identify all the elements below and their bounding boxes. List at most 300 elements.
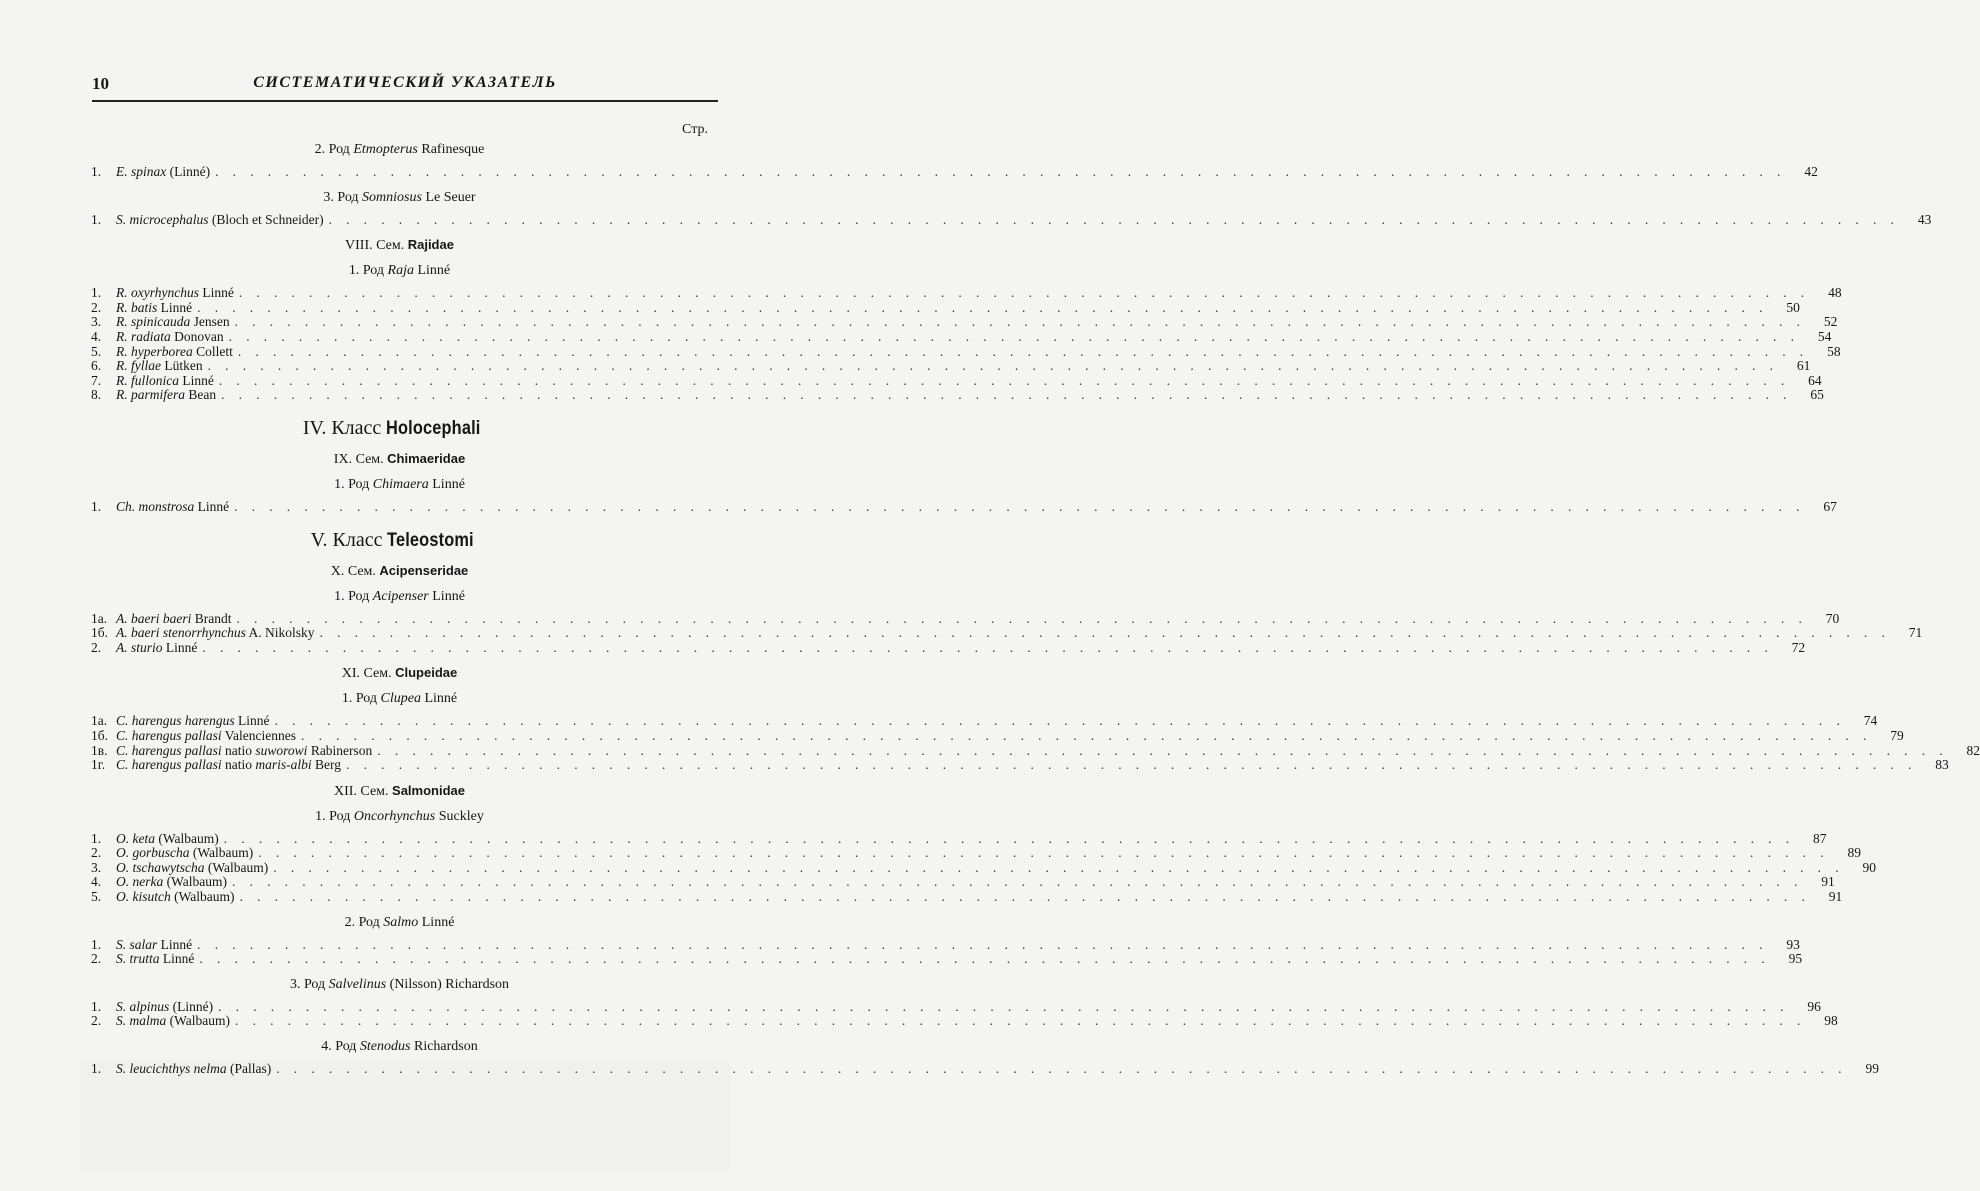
species-epithet: harengus harengus [131,713,235,729]
header-rule [92,100,718,102]
natio-author: Rabinerson [307,742,373,758]
entry-number: 2. [91,299,102,315]
page-reference: 65 [1810,387,1824,403]
entry-number: 3. [91,314,102,330]
entry-number: 1. [91,830,102,846]
page-reference: 67 [1823,498,1837,514]
page-reference: 64 [1808,372,1822,388]
species-author: (Linné) [166,164,211,179]
species-list [91,998,1838,1029]
family-prefix: XI. Сем. [341,666,396,682]
genus-name: Salmo [383,914,419,930]
species-entry [91,610,1840,627]
species-author: Valenciennes [221,727,297,743]
entry-number: 3. [91,859,102,875]
family-name: Clupeidae [395,665,458,681]
page-reference: 83 [1935,757,1949,773]
genus-heading [91,476,708,494]
species-name [116,875,227,890]
genus-name: Acipenser [372,588,429,604]
page-reference: 58 [1827,343,1841,359]
species-list [91,830,1876,905]
species-epithet: sturio [131,639,163,655]
genus-name: Etmopterus [353,142,418,157]
natio-author: Berg [311,757,342,773]
species-epithet: monstrosa [138,498,195,514]
dot-leader: . . . . . . . . . . . . . . . . . . . . . . . . . . . . . . . . . . . . . . . . . . . . . . . . . . . . . . . . . . . . . . . . . . . . . . . . . . . . . . . . . . . . . . . . . . [223,830,1795,846]
systematic-index [91,122,1980,1086]
species-author: Linné [157,936,193,952]
entry-number: 4. [91,328,102,344]
dot-leader: . . . . . . . . . . . . . . . . . . . . . . . . . . . . . . . . . . . . . . . . . . . . . . . . . . . . . . . . . . . . . . . . . . . . . . . . . . . . . . . . . . . . . . . . . . [346,757,1917,773]
genus-prefix: 2. Род [314,142,354,157]
dot-leader: . . . . . . . . . . . . . . . . . . . . . . . . . . . . . . . . . . . . . . . . . . . . . . . . . . . . . . . . . . . . . . . . . . . . . . . . . . . . . . . . . . . . . . . . . . [377,742,1949,758]
genus-prefix: 4. Род [321,1039,360,1055]
entry-number: 1а. [91,610,108,626]
species-list [91,610,1923,656]
genus-abbreviation: R. [116,387,128,403]
genus-prefix: 1. Род [348,263,388,279]
species-entry [91,713,1878,729]
dot-leader: . . . . . . . . . . . . . . . . . . . . . . . . . . . . . . . . . . . . . . . . . . . . . . . . . . . . . . . . . . . . . . . . . . . . . . . . . . . . . . . . . . . . . . . . . . [238,285,1810,301]
genus-abbreviation: A. [116,625,128,641]
family-heading [91,664,708,683]
dot-leader: . . . . . . . . . . . . . . . . . . . . . . . . . . . . . . . . . . . . . . . . . . . . . . . . . . . . . . . . . . . . . . . . . . . . . . . . . . . . . . . . . . . . . . . . . . [328,211,1900,227]
species-author: Linné [162,639,198,655]
genus-abbreviation: O. [116,845,130,861]
species-author: Collett [192,343,233,359]
genus-name: Salvelinus [328,976,387,992]
genus-prefix: 1. Род [341,691,381,707]
species-entry [91,845,1861,861]
genus-name: Somniosus [362,189,422,205]
species-epithet: salar [129,936,158,952]
species-entry [91,387,1824,403]
page-reference: 91 [1828,889,1843,905]
entry-number: 2. [91,1013,102,1029]
species-epithet: malma [129,1013,167,1029]
genus-abbreviation: A. [116,610,128,626]
species-epithet: tschawytscha [132,859,205,875]
species-entry [91,285,1842,301]
species-author: (Walbaum) [204,859,269,875]
genus-author: Richardson [410,1039,478,1055]
species-author: Linné [194,498,230,514]
entry-number: 4. [91,874,102,890]
dot-leader: . . . . . . . . . . . . . . . . . . . . . . . . . . . . . . . . . . . . . . . . . . . . . . . . . . . . . . . . . . . . . . . . . . . . . . . . . . . . . . . . . . . . . . . . . . [274,713,1846,729]
species-epithet: harengus pallasi [131,742,222,758]
family-heading [91,782,708,801]
species-list [91,211,1932,228]
species-name [116,714,270,729]
species-epithet: fullonica [131,372,179,388]
page-reference: 79 [1890,727,1904,743]
dot-leader: . . . . . . . . . . . . . . . . . . . . . . . . . . . . . . . . . . . . . . . . . . . . . . . . . . . . . . . . . . . . . . . . . . . . . . . . . . . . . . . . . . . . . . . . . . [197,936,1768,952]
species-author: Lütken [161,358,203,374]
dot-leader: . . . . . . . . . . . . . . . . . . . . . . . . . . . . . . . . . . . . . . . . . . . . . . . . . . . . . . . . . . . . . . . . . . . . . . . . . . . . . . . . . . . . . . . . . . [239,889,1811,905]
entry-number: 1. [91,164,102,179]
entry-number: 1. [91,1061,102,1077]
genus-author: Linné [413,263,451,279]
species-entry [91,998,1821,1015]
genus-heading [91,1038,708,1056]
family-name: Rajidae [407,237,454,253]
dot-leader: . . . . . . . . . . . . . . . . . . . . . . . . . . . . . . . . . . . . . . . . . . . . . . . . . . . . . . . . . . . . . . . . . . . . . . . . . . . . . . . . . . . . . . . . . . [228,328,1800,344]
species-epithet: kisutch [132,889,171,905]
species-author: Linné [157,299,193,315]
genus-abbreviation: E. [116,164,128,179]
species-author: (Linné) [169,998,214,1014]
entry-number: 1г. [91,757,106,773]
species-name [116,626,315,641]
genus-heading [91,189,708,207]
species-entry [91,951,1803,967]
genus-name: Raja [387,263,414,279]
dot-leader: . . . . . . . . . . . . . . . . . . . . . . . . . . . . . . . . . . . . . . . . . . . . . . . . . . . . . . . . . . . . . . . . . . . . . . . . . . . . . . . . . . . . . . . . . . [218,998,1789,1014]
entry-number: 5. [91,889,102,905]
species-entry [91,936,1800,953]
species-author: A. Nikolsky [245,625,315,641]
species-author: Jensen [190,314,230,330]
species-epithet: parmifera [131,387,185,403]
genus-name: Stenodus [359,1039,411,1055]
species-epithet: spinax [131,164,167,179]
species-author: Donovan [170,328,224,344]
genus-abbreviation: O. [116,874,130,890]
species-name [116,374,214,389]
species-author: (Bloch et Schneider) [208,211,324,227]
genus-author: Linné [418,914,455,930]
species-epithet: spinicauda [131,314,191,330]
genus-heading [91,690,708,708]
species-entry [91,859,1876,876]
species-entry [91,164,1818,180]
genus-name: Oncorhynchus [353,808,436,824]
species-epithet: harengus pallasi [131,757,222,773]
genus-author: Linné [428,476,465,492]
entry-number: 1. [91,998,102,1014]
page-reference: 98 [1824,1013,1838,1029]
page-reference: 87 [1813,830,1827,846]
species-author: Linné [198,285,234,301]
dot-leader: . . . . . . . . . . . . . . . . . . . . . . . . . . . . . . . . . . . . . . . . . . . . . . . . . . . . . . . . . . . . . . . . . . . . . . . . . . . . . . . . . . . . . . . . . . [202,639,1774,655]
class-prefix: IV. Класс [302,416,387,439]
species-entry [91,727,1904,744]
genus-abbreviation: A. [116,639,128,655]
species-name [116,388,216,403]
species-list [91,1061,1879,1077]
dot-leader: . . . . . . . . . . . . . . . . . . . . . . . . . . . . . . . . . . . . . . . . . . . . . . . . . . . . . . . . . . . . . . . . . . . . . . . . . . . . . . . . . . . . . . . . . . [234,498,1805,514]
species-entry [91,211,1932,228]
dot-leader: . . . . . . . . . . . . . . . . . . . . . . . . . . . . . . . . . . . . . . . . . . . . . . . . . . . . . . . . . . . . . . . . . . . . . . . . . . . . . . . . . . . . . . . . . . [221,387,1792,403]
dot-leader: . . . . . . . . . . . . . . . . . . . . . . . . . . . . . . . . . . . . . . . . . . . . . . . . . . . . . . . . . . . . . . . . . . . . . . . . . . . . . . . . . . . . . . . . . . [215,164,1786,179]
entry-number: 1. [91,211,102,227]
genus-abbreviation: S. [116,936,127,952]
dot-leader: . . . . . . . . . . . . . . . . . . . . . . . . . . . . . . . . . . . . . . . . . . . . . . . . . . . . . . . . . . . . . . . . . . . . . . . . . . . . . . . . . . . . . . . . . . [301,727,1872,743]
species-author: Linné [234,713,270,729]
class-prefix: V. Класс [310,528,388,551]
species-name [116,832,219,847]
genus-prefix: 3. Род [289,976,329,992]
species-name [116,165,210,180]
species-list [91,498,1837,515]
genus-heading [91,262,708,280]
species-name [116,938,192,953]
species-author: (Walbaum) [155,830,219,846]
dot-leader: . . . . . . . . . . . . . . . . . . . . . . . . . . . . . . . . . . . . . . . . . . . . . . . . . . . . . . . . . . . . . . . . . . . . . . . . . . . . . . . . . . . . . . . . . . [236,610,1808,626]
entry-number: 1. [91,498,102,514]
dot-leader: . . . . . . . . . . . . . . . . . . . . . . . . . . . . . . . . . . . . . . . . . . . . . . . . . . . . . . . . . . . . . . . . . . . . . . . . . . . . . . . . . . . . . . . . . . [197,299,1768,315]
natio-name: suworowi [255,742,308,758]
entry-number: 1. [91,936,102,952]
species-entry [91,757,1949,773]
family-heading [91,236,708,255]
entry-number: 7. [91,372,102,388]
genus-abbreviation: R. [116,343,128,359]
entry-number: 1. [91,285,102,301]
species-entry [91,343,1841,360]
dot-leader: . . . . . . . . . . . . . . . . . . . . . . . . . . . . . . . . . . . . . . . . . . . . . . . . . . . . . . . . . . . . . . . . . . . . . . . . . . . . . . . . . . . . . . . . . . [258,845,1829,861]
page-reference: 61 [1796,358,1811,374]
species-epithet: leucichthys nelma [129,1061,227,1077]
genus-name: Clupea [380,691,421,707]
species-name [116,861,268,876]
genus-abbreviation: Ch. [116,498,136,514]
entry-number: 6. [91,358,102,374]
class-heading [91,415,708,442]
species-entry [91,889,1843,905]
species-list [91,164,1818,180]
class-name: Teleostomi [387,529,475,551]
species-name [116,641,197,656]
page-column-header: Стр. [682,122,708,137]
family-prefix: X. Сем. [330,563,380,579]
genus-abbreviation: O. [116,859,130,875]
genus-prefix: 3. Род [323,189,363,205]
species-author: (Walbaum) [166,1013,231,1029]
dot-leader: . . . . . . . . . . . . . . . . . . . . . . . . . . . . . . . . . . . . . . . . . . . . . . . . . . . . . . . . . . . . . . . . . . . . . . . . . . . . . . . . . . . . . . . . . . [199,951,1771,967]
genus-abbreviation: R. [116,299,128,315]
species-epithet: microcephalus [129,211,209,227]
species-epithet: trutta [129,951,160,967]
page-reference: 91 [1821,874,1835,890]
genus-author: Linné [428,588,465,604]
genus-abbreviation: R. [116,358,128,374]
page-reference: 95 [1788,951,1803,967]
page-reference: 99 [1865,1061,1879,1077]
species-entry [91,328,1832,345]
species-epithet: oxyrhynchus [131,285,199,301]
genus-heading [91,976,708,994]
species-entry [91,299,1800,316]
dot-leader: . . . . . . . . . . . . . . . . . . . . . . . . . . . . . . . . . . . . . . . . . . . . . . . . . . . . . . . . . . . . . . . . . . . . . . . . . . . . . . . . . . . . . . . . . . [273,859,1844,875]
entry-number: 1в. [91,742,108,758]
species-author: Linné [179,372,214,388]
species-name [116,612,232,627]
entry-number: 2. [91,951,102,967]
entry-number: 2. [91,639,102,655]
dot-leader: . . . . . . . . . . . . . . . . . . . . . . . . . . . . . . . . . . . . . . . . . . . . . . . . . . . . . . . . . . . . . . . . . . . . . . . . . . . . . . . . . . . . . . . . . . [237,343,1809,359]
species-author: Bean [185,387,217,403]
dot-leader: . . . . . . . . . . . . . . . . . . . . . . . . . . . . . . . . . . . . . . . . . . . . . . . . . . . . . . . . . . . . . . . . . . . . . . . . . . . . . . . . . . . . . . . . . . [207,358,1779,374]
species-epithet: hyperborea [131,343,193,359]
family-heading [91,562,708,581]
species-list [91,936,1803,967]
species-name [116,890,235,905]
genus-heading [91,141,708,159]
species-name [116,315,230,330]
species-entry [91,1013,1838,1029]
family-name: Chimaeridae [387,450,466,466]
species-list [91,713,1980,773]
species-entry [91,314,1838,330]
genus-author: Suckley [435,808,484,824]
species-author: (Walbaum) [189,845,254,861]
page-reference: 48 [1828,285,1842,301]
species-epithet: nerka [132,874,164,890]
page-reference: 54 [1817,328,1832,344]
genus-abbreviation: S. [116,951,127,967]
genus-abbreviation: S. [116,998,127,1014]
page-reference: 74 [1863,713,1878,729]
species-name [116,330,224,345]
genus-abbreviation: C. [116,757,129,773]
page-reference: 42 [1804,164,1818,179]
species-entry [91,742,1980,759]
species-epithet: harengus pallasi [131,727,222,743]
page-reference: 82 [1966,742,1980,758]
genus-abbreviation: O. [116,889,130,905]
species-author: (Walbaum) [163,874,228,890]
species-name [116,729,296,744]
species-name [116,1062,271,1077]
species-author: natio [221,757,256,773]
class-name: Holocephali [386,417,481,439]
genus-abbreviation: O. [116,830,130,846]
page-reference: 52 [1823,314,1838,330]
class-heading [91,527,708,554]
page-reference: 50 [1786,299,1800,315]
page-reference: 71 [1908,625,1923,641]
genus-author: (Nilsson) Richardson [386,976,510,992]
genus-author: Rafinesque [417,142,485,157]
species-author: (Walbaum) [170,889,235,905]
genus-heading [91,588,708,606]
genus-abbreviation: S. [116,211,127,227]
dot-leader: . . . . . . . . . . . . . . . . . . . . . . . . . . . . . . . . . . . . . . . . . . . . . . . . . . . . . . . . . . . . . . . . . . . . . . . . . . . . . . . . . . . . . . . . . . [232,874,1803,890]
dot-leader: . . . . . . . . . . . . . . . . . . . . . . . . . . . . . . . . . . . . . . . . . . . . . . . . . . . . . . . . . . . . . . . . . . . . . . . . . . . . . . . . . . . . . . . . . . [276,1061,1847,1077]
species-epithet: baeri baeri [131,610,192,626]
genus-prefix: 1. Род [334,588,373,604]
species-epithet: gorbuscha [132,845,190,861]
species-name [116,213,324,228]
genus-heading [91,914,708,932]
species-epithet: fyllae [131,358,161,374]
running-header [92,74,718,98]
genus-abbreviation: C. [116,742,129,758]
genus-abbreviation: S. [116,1061,127,1077]
species-name [116,1014,230,1029]
running-title: СИСТЕМАТИЧЕСКИЙ УКАЗАТЕЛЬ [253,74,557,91]
entry-number: 1б. [91,625,108,641]
genus-prefix: 1. Род [315,808,354,824]
page-reference: 96 [1807,998,1821,1014]
family-name: Acipenseridae [379,562,469,578]
genus-abbreviation: S. [116,1013,127,1029]
species-author: natio [221,742,256,758]
dot-leader: . . . . . . . . . . . . . . . . . . . . . . . . . . . . . . . . . . . . . . . . . . . . . . . . . . . . . . . . . . . . . . . . . . . . . . . . . . . . . . . . . . . . . . . . . . [218,372,1790,388]
page-number: 10 [92,74,109,93]
genus-abbreviation: R. [116,314,128,330]
species-author: (Pallas) [226,1061,272,1077]
genus-abbreviation: C. [116,713,129,729]
species-entry [91,874,1835,890]
entry-number: 1б. [91,727,108,743]
species-entry [91,358,1811,374]
dot-leader: . . . . . . . . . . . . . . . . . . . . . . . . . . . . . . . . . . . . . . . . . . . . . . . . . . . . . . . . . . . . . . . . . . . . . . . . . . . . . . . . . . . . . . . . . . [235,1013,1806,1029]
page-reference: 43 [1917,211,1932,227]
species-epithet: radiata [131,328,171,344]
species-name [116,952,194,967]
species-entry [91,639,1806,656]
genus-heading [91,808,708,826]
species-list [91,285,1842,403]
species-author: Brandt [191,610,232,626]
species-name [116,301,192,316]
genus-prefix: 2. Род [344,914,384,930]
species-name [116,758,341,773]
genus-abbreviation: R. [116,328,128,344]
genus-author: Linné [420,691,458,707]
page-reference: 93 [1786,936,1800,952]
family-prefix: VIII. Сем. [345,238,408,254]
species-name [116,1000,213,1015]
genus-abbreviation: R. [116,285,128,301]
genus-abbreviation: R. [116,372,128,388]
genus-author: Le Seuer [421,189,476,205]
species-entry [91,372,1822,389]
species-name [116,359,203,374]
family-name: Salmonidae [392,782,465,798]
species-name [116,846,253,861]
species-name [116,345,233,360]
species-epithet: baeri stenorrhynchus [131,625,246,641]
entry-number: 2. [91,845,102,861]
entry-number: 5. [91,343,102,359]
entry-number: 1а. [91,713,108,729]
species-epithet: alpinus [129,998,170,1014]
page-reference: 89 [1847,845,1861,861]
genus-name: Chimaera [372,476,429,492]
entry-number: 8. [91,387,102,403]
species-epithet: batis [131,299,158,315]
species-entry [91,625,1923,641]
dot-leader: . . . . . . . . . . . . . . . . . . . . . . . . . . . . . . . . . . . . . . . . . . . . . . . . . . . . . . . . . . . . . . . . . . . . . . . . . . . . . . . . . . . . . . . . . . [234,314,1806,330]
species-entry [91,498,1837,515]
genus-abbreviation: C. [116,727,129,743]
species-name [116,500,229,515]
species-author: Linné [159,951,195,967]
family-prefix: XII. Сем. [334,783,393,799]
genus-prefix: 1. Род [334,476,373,492]
species-name [116,286,234,301]
page-reference: 70 [1825,610,1840,626]
species-entry [91,830,1827,847]
family-heading [91,450,708,469]
species-epithet: keta [132,830,155,846]
dot-leader: . . . . . . . . . . . . . . . . . . . . . . . . . . . . . . . . . . . . . . . . . . . . . . . . . . . . . . . . . . . . . . . . . . . . . . . . . . . . . . . . . . . . . . . . . . [319,625,1891,641]
species-entry [91,1061,1879,1077]
